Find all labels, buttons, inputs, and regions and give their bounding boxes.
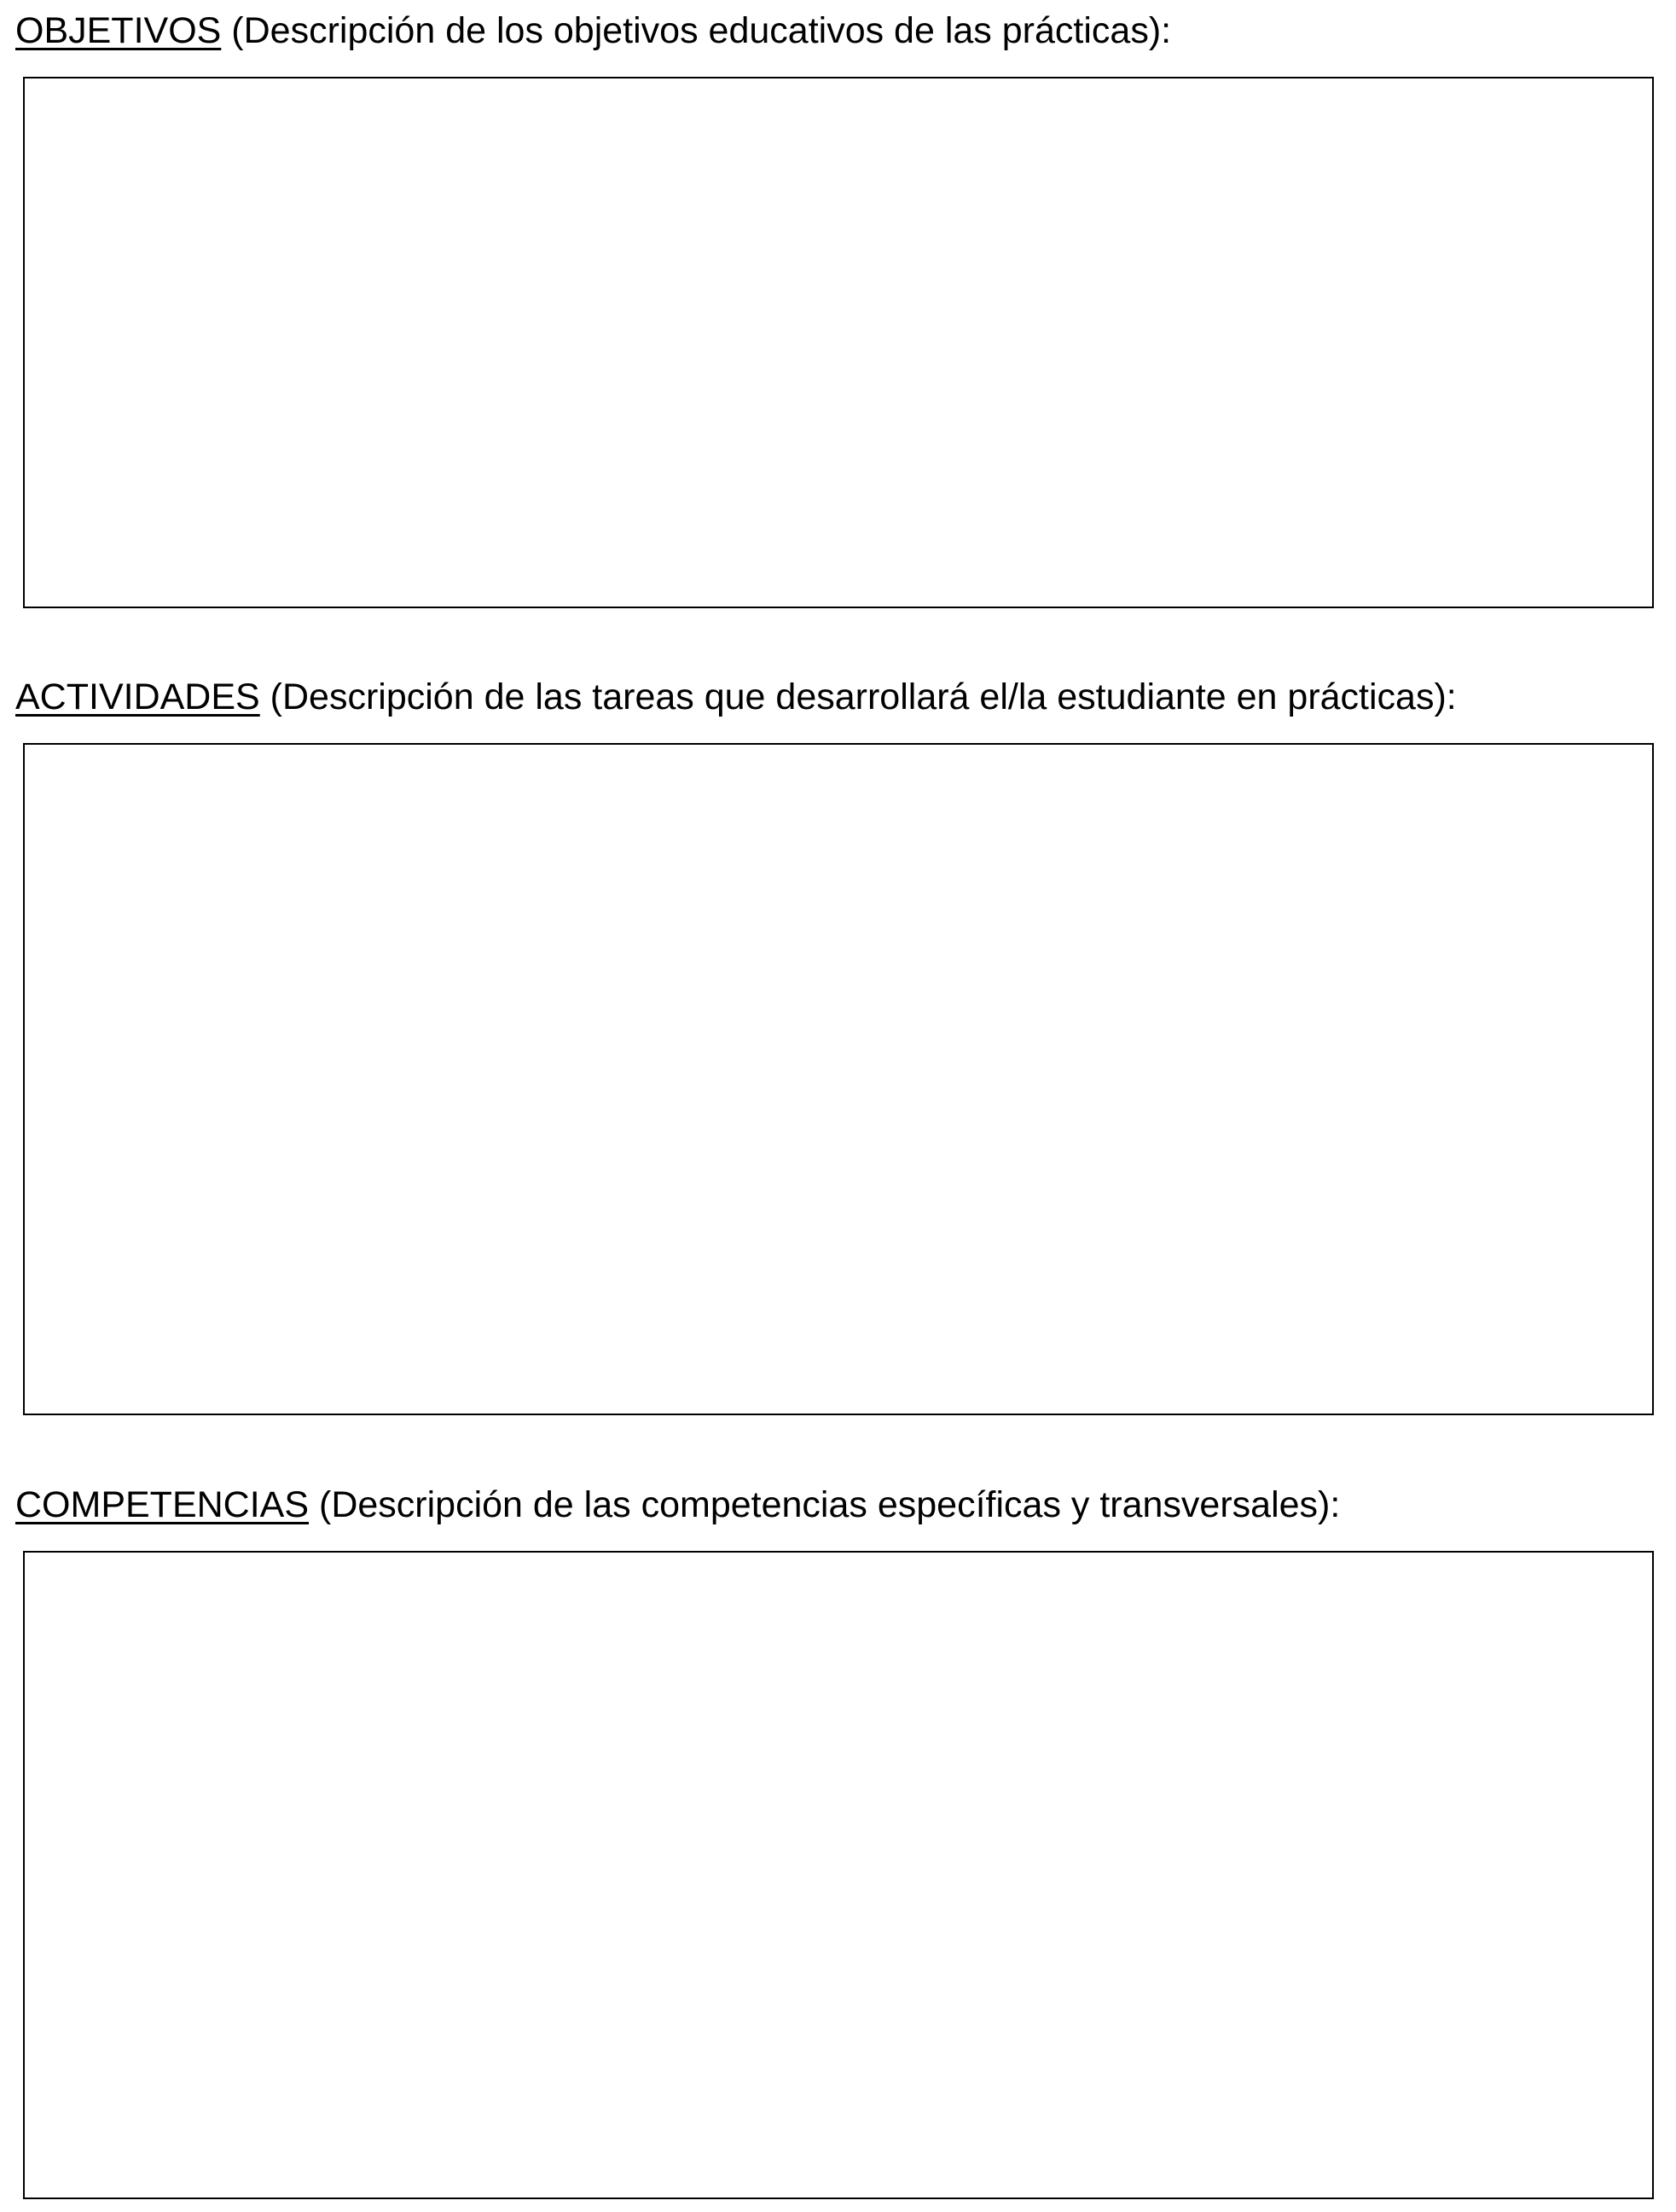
actividades-heading: ACTIVIDADES (15, 676, 260, 717)
competencias-text-field[interactable] (23, 1551, 1654, 2199)
actividades-label (15, 675, 1457, 719)
competencias-label (15, 1483, 1340, 1527)
competencias-description: (Descripción de las competencias específicas y transversales): (309, 1484, 1341, 1525)
objetivos-description: (Descripción de los objetivos educativos de las prácticas): (221, 10, 1172, 51)
objetivos-label (15, 9, 1171, 53)
actividades-text-field[interactable] (23, 743, 1654, 1415)
objetivos-heading: OBJETIVOS (15, 10, 222, 51)
objetivos-text-field[interactable] (23, 77, 1654, 608)
actividades-description: (Descripción de las tareas que desarrollará el/la estudiante en prácticas): (259, 676, 1457, 717)
competencias-heading: COMPETENCIAS (15, 1484, 310, 1525)
